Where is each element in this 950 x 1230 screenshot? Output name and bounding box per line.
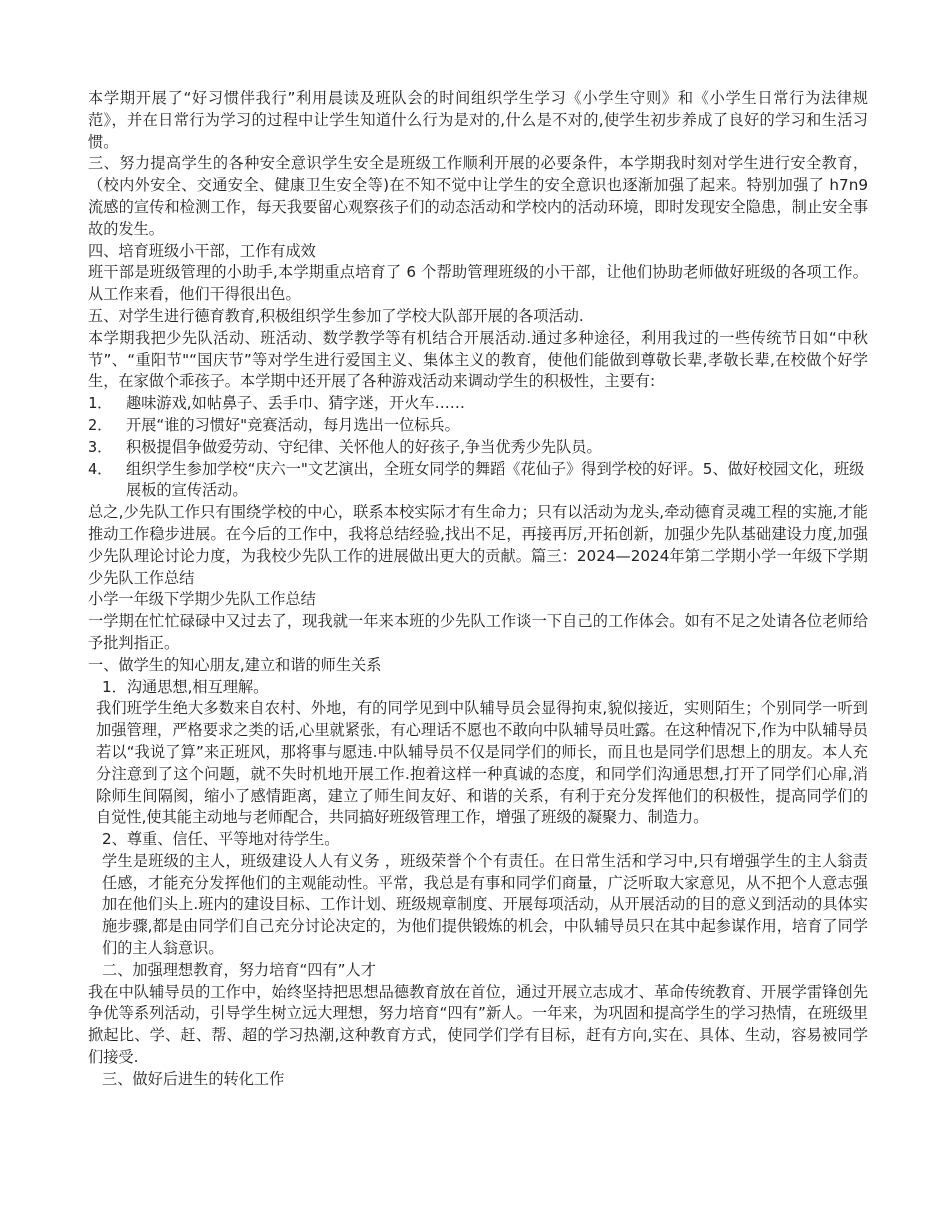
heading-laggards: 三、做好后进生的转化工作 bbox=[102, 1069, 285, 1088]
paragraph-summary: 总之,少先队工作只有围绕学校的中心，联系本校实际才有生命力；只有以活动为龙头,牵动德育灵魂工程的实施,才能推动工作稳步进展。在今后的工作中，我将总结经验,找出不足，再接再厉,开拓创新，加强少先队基础建设力度,加强少先队理论讨论力度，为我校少先队工作的进展做出更大的贡献。篇三：2024—2024年第二学期小学一年级下学期少先队工作总结 bbox=[88, 503, 868, 587]
list-text: 积极提倡争做爱劳动、守纪律、关怀他人的好孩子,争当优秀少先队员。 bbox=[126, 437, 602, 456]
list-item bbox=[88, 437, 868, 459]
heading-ideals: 二、加强理想教育，努力培育“四有”人才 bbox=[102, 960, 376, 979]
heading-cadres: 四、培育班级小干部，工作有成效 bbox=[88, 241, 316, 260]
list-item bbox=[88, 415, 868, 437]
list-text: 组织学生参加学校“庆六一"文艺演出，全班女同学的舞蹈《花仙子》得到学校的好评。5、做好校园文化，班级展板的宣传活动。 bbox=[126, 459, 865, 500]
document-page bbox=[88, 88, 868, 1091]
paragraph-safety: 三、努力提高学生的各种安全意识学生安全是班级工作顺利开展的必要条件，本学期我时刻对学生进行安全教育，（校内外安全、交通安全、健康卫生安全等)在不知不觉中让学生的安全意识也逐渐加强了起来。特别加强了 h7n9 流感的宣传和检测工作，每天我要留心观察孩子们的动态活动和学校内的活动环境，即时发现安全隐患，制止安全事故的发生。 bbox=[88, 154, 868, 238]
paragraph-activities: 本学期我把少先队活动、班活动、数学教学等有机结合开展活动.通过多种途径，利用我过的一些传统节日如“中秋节”、“重阳节"“国庆节”等对学生进行爱国主义、集体主义的教育，使他们能做到尊敬长辈,孝敬长辈,在校做个好学生，在家做个乖孩子。本学期中还开展了各种游戏活动来调动学生的积极性，主要有: bbox=[88, 328, 868, 391]
list-item bbox=[88, 459, 868, 503]
subheading-respect: 2、尊重、信任、平等地对待学生。 bbox=[102, 830, 340, 849]
heading-moral-education: 五、对学生进行德育教育,积极组织学生参加了学校大队部开展的各项活动. bbox=[88, 306, 584, 325]
paragraph-respect: 学生是班级的主人，班级建设人人有义务 ，班级荣誉个个有责任。在日常生活和学习中,只有增强学生的主人翁责任感，才能充分发挥他们的主观能动性。平常，我总是有事和同学们商量，广泛听取大家意见，从不把个人意志强加在他们头上.班内的建设目标、工作计划、班级规章制度、开展每项活动，从开展活动的目的意义到活动的具体实施步骤,都是由同学们自己充分讨论决定的，为他们提供锻炼的机会，中队辅导员只在其中起参谋作用，培育了同学们的主人翁意识。 bbox=[102, 851, 868, 958]
paragraph-cadres: 班干部是班级管理的小助手,本学期重点培育了 6 个帮助管理班级的小干部，让他们协助老师做好班级的各项工作。从工作来看，他们干得很出色。 bbox=[88, 263, 868, 304]
paragraph-habits: 本学期开展了“好习惯伴我行”利用晨读及班队会的时间组织学生学习《小学生守则》和《小学生日常行为法律规范》，并在日常行为学习的过程中让学生知道什么行为是对的,什么是不对的,使学生初步养成了良好的学习和生活习惯。 bbox=[88, 89, 868, 151]
list-text: 开展“谁的习惯好"竞赛活动，每月选出一位标兵。 bbox=[126, 415, 460, 434]
paragraph-intro: 一学期在忙忙碌碌中又过去了，现我就一年来本班的少先队工作谈一下自己的工作体会。如有不足之处请各位老师给予批判指正。 bbox=[88, 612, 868, 652]
list-number: 2． bbox=[88, 415, 113, 434]
list-number: 1． bbox=[88, 394, 113, 413]
list-text: 趣味游戏,如帖鼻子、丢手巾、猜字迷，开火车…… bbox=[126, 394, 465, 413]
section-title: 小学一年级下学期少先队工作总结 bbox=[88, 590, 316, 609]
paragraph-communicate: 我们班学生绝大多数来自农村、外地，有的同学见到中队辅导员会显得拘束,貌似接近，实则陌生；个别同学一听到加强管理，严格要求之类的话,心里就紧张，有心理话不愿也不敢向中队辅导员吐露。在这种情况下,作为中队辅导员若以“我说了算”来正班风，那将事与愿违.中队辅导员不仅是同学们的师长，而且也是同学们思想上的朋友。本人充分注意到了这个问题，就不失时机地开展工作.抱着这样一种真诚的态度，和同学们沟通思想,打开了同学们心扉,消除师生间隔阂，缩小了感情距离，建立了师生间友好、和谐的关系，有利于充分发挥他们的积极性，提高同学们的自觉性,使其能主动地与老师配合，共同搞好班级管理工作，增强了班级的凝聚力、制造力。 bbox=[96, 699, 868, 827]
list-number: 4． bbox=[88, 459, 113, 478]
paragraph-ideals: 我在中队辅导员的工作中，始终坚持把思想品德教育放在首位，通过开展立志成才、革命传统教育、开展学雷锋创先争优等系列活动，引导学生树立远大理想，努力培育“四有”新人。一年来，为巩固和提高学生的学习热情，在班级里掀起比、学、赶、帮、超的学习热潮,这种教育方式，使同学们学有目标，赶有方向,实在、具体、生动，容易被同学们接受. bbox=[88, 982, 868, 1067]
list-number: 3． bbox=[88, 437, 113, 456]
subheading-communicate: 1．沟通思想,相互理解。 bbox=[102, 677, 269, 696]
heading-friend: 一、做学生的知心朋友,建立和谐的师生关系 bbox=[88, 655, 382, 674]
list-item bbox=[88, 393, 868, 415]
